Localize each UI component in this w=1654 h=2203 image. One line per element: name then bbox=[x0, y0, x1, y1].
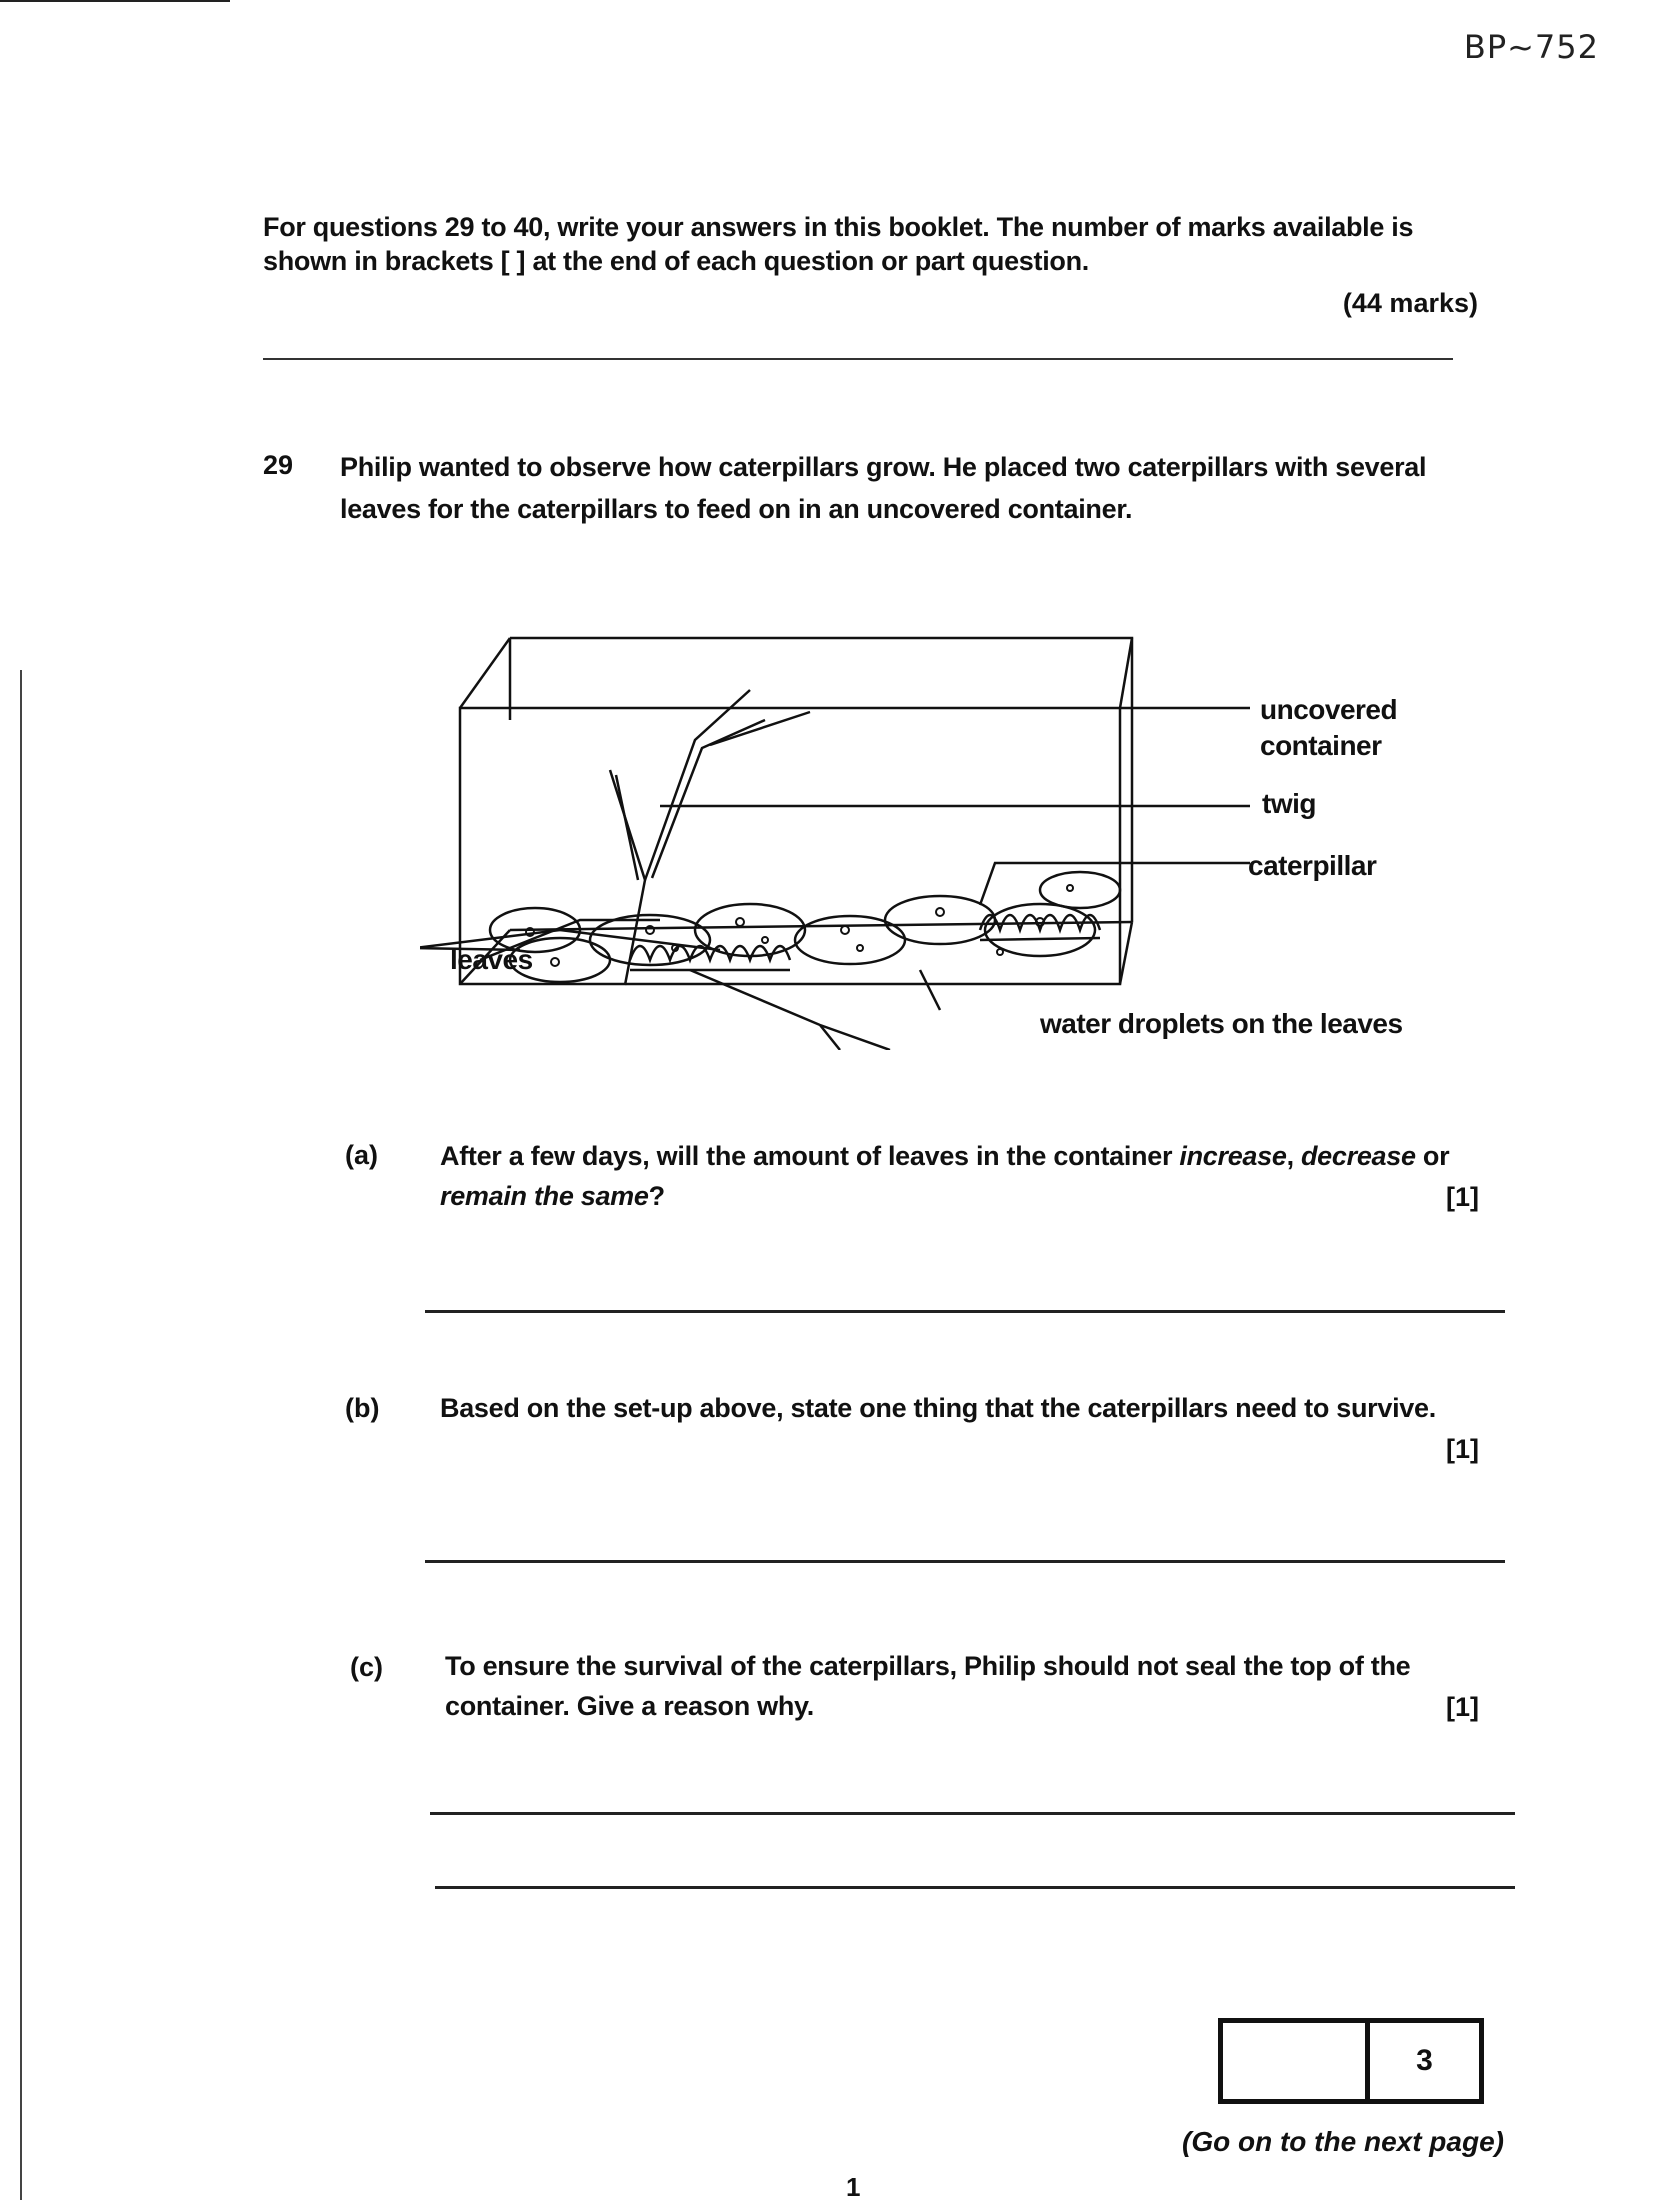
part-b-marks: [1] bbox=[1446, 1434, 1479, 1464]
page-code: BP~752 bbox=[1463, 28, 1599, 66]
score-cell-blank[interactable] bbox=[1223, 2023, 1370, 2099]
part-b-answer-line[interactable] bbox=[425, 1560, 1505, 1563]
label-uncovered: uncovered bbox=[1260, 694, 1398, 725]
part-a-answer-line[interactable] bbox=[425, 1310, 1505, 1313]
part-b-label: (b) bbox=[345, 1393, 380, 1423]
part-c-text: To ensure the survival of the caterpillars, Philip should not seal the top of the container. Give a reason why. bbox=[445, 1651, 1411, 1721]
top-edge-line bbox=[0, 0, 230, 2]
score-cell-total: 3 bbox=[1416, 2044, 1433, 2077]
instructions-text: For questions 29 to 40, write your answers in this booklet. The number of marks available is shown in brackets [ ] at the end of each question or part question. bbox=[263, 212, 1414, 276]
container-front-face bbox=[460, 708, 1120, 984]
leader-droplets bbox=[920, 970, 940, 1010]
question-text: Philip wanted to observe how caterpillars grow. He placed two caterpillars with several leaves for the caterpillars to feed on in an uncovered container. bbox=[340, 452, 1427, 524]
container-diagram bbox=[420, 630, 1460, 1050]
page-number: 1 bbox=[846, 2172, 861, 2202]
part-c-label: (c) bbox=[350, 1652, 383, 1682]
question-number: 29 bbox=[263, 450, 294, 480]
label-leaves: leaves bbox=[450, 944, 533, 975]
part-a-text: After a few days, will the amount of leaves in the container increase, decrease or remain the same? bbox=[440, 1141, 1450, 1211]
label-twig: twig bbox=[1262, 788, 1316, 819]
label-container: container bbox=[1260, 730, 1382, 761]
label-water-droplets: water droplets on the leaves bbox=[1040, 1008, 1403, 1039]
part-c-marks: [1] bbox=[1446, 1692, 1479, 1722]
container-back-edges bbox=[510, 638, 1132, 922]
part-b-text: Based on the set-up above, state one thing that the caterpillars need to survive. bbox=[440, 1393, 1436, 1423]
score-box bbox=[1218, 2018, 1484, 2104]
total-marks: (44 marks) bbox=[1342, 288, 1478, 318]
part-a-label: (a) bbox=[345, 1140, 378, 1170]
part-c-answer-line-2[interactable] bbox=[435, 1886, 1515, 1889]
part-c-answer-line-1[interactable] bbox=[430, 1812, 1515, 1815]
go-on-note: (Go on to the next page) bbox=[1182, 2126, 1504, 2157]
binding-margin-line bbox=[20, 670, 22, 2200]
section-divider bbox=[263, 358, 1453, 360]
label-caterpillar: caterpillar bbox=[1248, 850, 1377, 881]
part-a-marks: [1] bbox=[1446, 1182, 1479, 1212]
